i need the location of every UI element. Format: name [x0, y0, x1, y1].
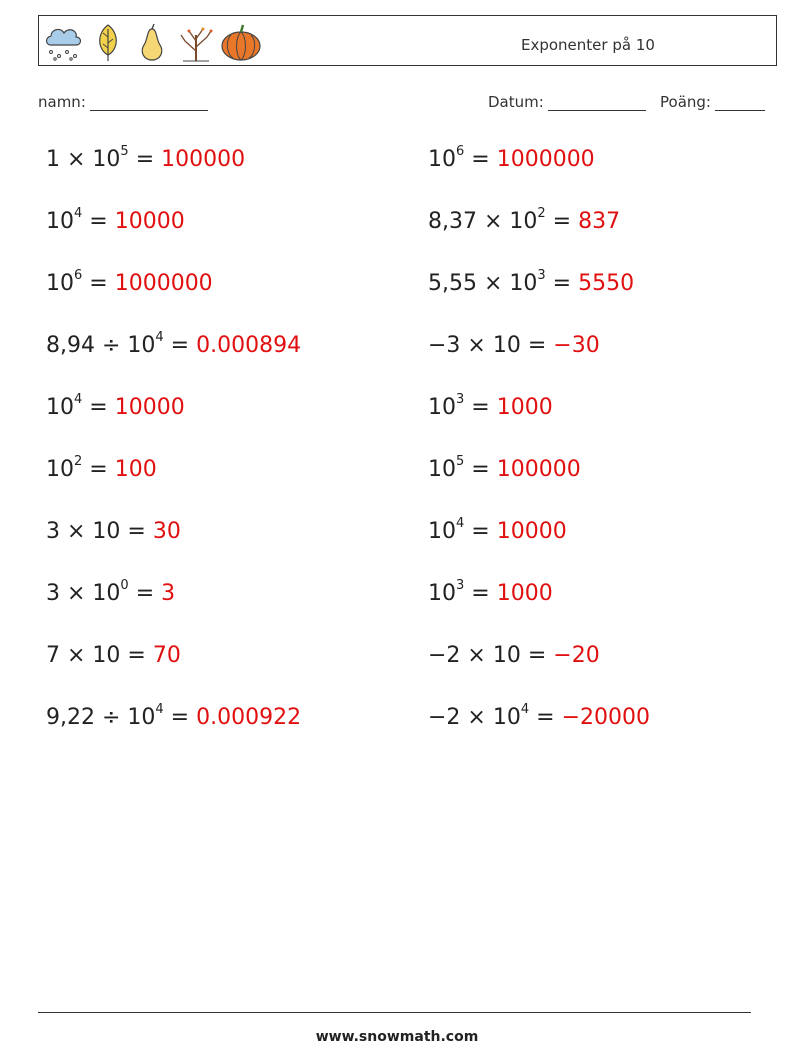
problem-expression: 9,22 ÷ 10 — [46, 705, 156, 730]
exponent: 4 — [74, 205, 83, 221]
header-icons — [43, 20, 263, 64]
score-field — [660, 93, 765, 111]
footer-divider — [38, 1012, 751, 1013]
exponent: 4 — [74, 391, 83, 407]
exponent: 4 — [456, 515, 465, 531]
answer: 10000 — [496, 519, 567, 544]
problem-expression: 10 — [428, 581, 456, 606]
answer: −20000 — [561, 705, 650, 730]
problem-expression: 3 × 10 — [46, 519, 121, 544]
equals-sign: = — [82, 395, 115, 420]
answer: 837 — [578, 209, 621, 234]
score-label: Poäng: — [660, 93, 711, 111]
answer: 0.000894 — [196, 333, 302, 358]
problem-item — [46, 329, 302, 358]
answer: 100000 — [496, 457, 581, 482]
exponent: 6 — [456, 143, 465, 159]
equals-sign: = — [464, 519, 497, 544]
problem-expression: −2 × 10 — [428, 705, 521, 730]
problem-item — [428, 515, 567, 544]
pear-icon — [131, 21, 173, 63]
exponent: 3 — [456, 391, 465, 407]
problem-item — [46, 701, 302, 730]
exponent: 2 — [537, 205, 546, 221]
name-field — [38, 93, 208, 111]
equals-sign: = — [82, 457, 115, 482]
answer: 30 — [152, 519, 181, 544]
answer: 100 — [114, 457, 157, 482]
problem-expression: 3 × 10 — [46, 581, 121, 606]
problem-item — [46, 643, 181, 668]
equals-sign: = — [82, 209, 115, 234]
problem-item — [428, 267, 635, 296]
equals-sign: = — [82, 271, 115, 296]
answer: 10000 — [114, 395, 185, 420]
answer: 1000 — [496, 581, 553, 606]
exponent: 4 — [155, 329, 164, 345]
worksheet-title: Exponenter på 10 — [521, 36, 655, 54]
problem-expression: 10 — [46, 209, 74, 234]
score-line[interactable] — [715, 96, 765, 111]
problem-expression: 10 — [46, 395, 74, 420]
problem-expression: 10 — [428, 147, 456, 172]
exponent: 0 — [120, 577, 129, 593]
problem-item — [46, 205, 185, 234]
equals-sign: = — [520, 643, 554, 668]
problem-expression: 10 — [46, 271, 74, 296]
problem-expression: −3 × 10 — [428, 333, 521, 358]
answer: 5550 — [578, 271, 635, 296]
problem-expression: −2 × 10 — [428, 643, 521, 668]
answer: −20 — [553, 643, 600, 668]
problem-expression: 10 — [46, 457, 74, 482]
date-line[interactable] — [548, 96, 646, 111]
problem-item — [46, 519, 181, 544]
problem-item — [46, 453, 157, 482]
date-label: Datum: — [488, 93, 544, 111]
answer: −30 — [553, 333, 600, 358]
problem-item — [428, 205, 621, 234]
date-field — [488, 93, 646, 111]
answer: 3 — [161, 581, 176, 606]
answer: 70 — [152, 643, 181, 668]
problem-item — [46, 143, 246, 172]
footer-url: www.snowmath.com — [315, 1029, 479, 1045]
equals-sign: = — [545, 271, 579, 296]
problem-item — [428, 701, 650, 730]
answer: 10000 — [114, 209, 185, 234]
exponent: 6 — [74, 267, 83, 283]
problem-expression: 8,94 ÷ 10 — [46, 333, 156, 358]
problem-expression: 1 × 10 — [46, 147, 121, 172]
name-line[interactable] — [90, 96, 208, 111]
problem-item — [46, 267, 213, 296]
equals-sign: = — [464, 147, 497, 172]
problem-item — [428, 333, 600, 358]
exponent: 5 — [120, 143, 129, 159]
answer: 1000000 — [114, 271, 213, 296]
problem-expression: 7 × 10 — [46, 643, 121, 668]
equals-sign: = — [545, 209, 579, 234]
header-box — [38, 15, 777, 66]
problem-expression: 5,55 × 10 — [428, 271, 538, 296]
problem-item — [428, 643, 600, 668]
equals-sign: = — [163, 333, 197, 358]
pumpkin-icon — [219, 21, 263, 63]
problem-item — [428, 577, 553, 606]
equals-sign: = — [128, 147, 162, 172]
exponent: 3 — [456, 577, 465, 593]
answer: 0.000922 — [196, 705, 302, 730]
problem-item — [46, 577, 176, 606]
problem-expression: 10 — [428, 395, 456, 420]
problem-expression: 10 — [428, 457, 456, 482]
name-label: namn: — [38, 93, 86, 111]
equals-sign: = — [520, 333, 554, 358]
problem-expression: 10 — [428, 519, 456, 544]
bare-tree-icon — [175, 21, 217, 63]
exponent: 5 — [456, 453, 465, 469]
exponent: 4 — [155, 701, 164, 717]
equals-sign: = — [464, 457, 497, 482]
exponent: 2 — [74, 453, 83, 469]
problem-expression: 8,37 × 10 — [428, 209, 538, 234]
answer: 100000 — [161, 147, 246, 172]
equals-sign: = — [464, 395, 497, 420]
exponent: 3 — [537, 267, 546, 283]
problem-item — [428, 453, 581, 482]
equals-sign: = — [128, 581, 162, 606]
equals-sign: = — [120, 519, 153, 544]
answer: 1000000 — [496, 147, 595, 172]
answer: 1000 — [496, 395, 553, 420]
problem-item — [46, 391, 185, 420]
equals-sign: = — [120, 643, 153, 668]
yellow-leaf-icon — [87, 21, 129, 63]
problem-item — [428, 391, 553, 420]
equals-sign: = — [529, 705, 562, 730]
equals-sign: = — [163, 705, 197, 730]
exponent: 4 — [520, 701, 530, 717]
rain-cloud-icon — [43, 21, 85, 63]
problem-item — [428, 143, 595, 172]
equals-sign: = — [464, 581, 497, 606]
